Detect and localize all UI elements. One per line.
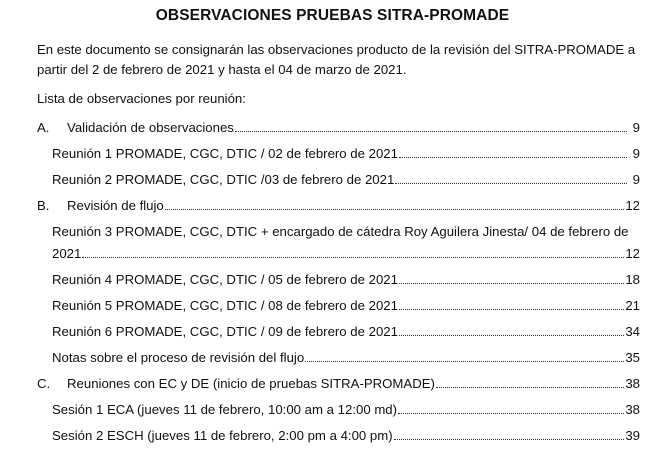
toc-page-number: 9 <box>632 146 640 161</box>
toc-entry-sesion-1[interactable] <box>37 402 640 428</box>
toc-section-a[interactable] <box>37 120 640 146</box>
toc-entry-text-continued: 2021 <box>52 246 82 261</box>
toc-leader <box>305 350 624 362</box>
toc-page-number: 39 <box>625 428 640 443</box>
toc-leader <box>82 246 624 258</box>
toc-leader <box>399 298 624 310</box>
toc-leader <box>165 198 625 210</box>
toc-section-letter: A. <box>37 120 50 135</box>
toc-section-b[interactable] <box>37 198 640 224</box>
toc-leader <box>398 402 624 414</box>
toc-entry-text: Reuniones con EC y DE (inicio de pruebas SITRA-PROMADE) <box>67 376 435 391</box>
toc-page-number: 18 <box>625 272 640 287</box>
toc-entry-reunion-2[interactable] <box>37 172 640 198</box>
toc-entry-text: Reunión 5 PROMADE, CGC, DTIC / 08 de febrero de 2021 <box>52 298 398 313</box>
toc-leader <box>436 376 624 388</box>
toc-page-number: 9 <box>632 120 640 135</box>
intro-paragraph: En este documento se consignarán las observaciones producto de la revisión del SITRA-PROMADE a partir del 2 de febrero de 2021 y hasta el 04 de marzo de 2021. <box>37 42 636 77</box>
toc-page-number: 12 <box>625 198 640 213</box>
toc-page-number: 9 <box>632 172 640 187</box>
toc-leader <box>235 120 627 132</box>
toc-entry-text: Reunión 4 PROMADE, CGC, DTIC / 05 de febrero de 2021 <box>52 272 398 287</box>
toc-entry-sesion-2[interactable] <box>37 428 640 454</box>
toc-entry-text: Reunión 6 PROMADE, CGC, DTIC / 09 de febrero de 2021 <box>52 324 398 339</box>
toc-section-letter: B. <box>37 198 50 213</box>
toc-entry-reunion-1[interactable] <box>37 146 640 172</box>
toc-page-number: 35 <box>625 350 640 365</box>
toc-leader <box>394 428 625 440</box>
toc-page-number: 12 <box>625 246 640 261</box>
toc-page-number: 34 <box>625 324 640 339</box>
toc-entry-text: Reunión 1 PROMADE, CGC, DTIC / 02 de febrero de 2021 <box>52 146 398 161</box>
list-heading: Lista de observaciones por reunión: <box>37 91 246 106</box>
toc-page-number: 38 <box>625 376 640 391</box>
toc-entry-text: Reunión 2 PROMADE, CGC, DTIC /03 de febrero de 2021 <box>52 172 395 187</box>
toc-entry-text: Validación de observaciones <box>67 120 234 135</box>
toc-page-number: 21 <box>625 298 640 313</box>
toc-leader <box>399 272 624 284</box>
document-title: OBSERVACIONES PRUEBAS SITRA-PROMADE <box>155 7 510 24</box>
toc-entry-reunion-6[interactable] <box>37 324 640 350</box>
toc-entry-text: Reunión 3 PROMADE, CGC, DTIC + encargado de cátedra Roy Aguilera Jinesta/ 04 de febrero de <box>52 224 629 239</box>
toc-section-letter: C. <box>37 376 51 391</box>
toc-entry-text: Revisión de flujo <box>67 198 164 213</box>
table-of-contents <box>37 120 640 454</box>
toc-entry-notas[interactable] <box>37 350 640 376</box>
toc-leader <box>399 324 624 336</box>
toc-entry-reunion-5[interactable] <box>37 298 640 324</box>
toc-leader <box>399 146 627 158</box>
toc-entry-reunion-4[interactable] <box>37 272 640 298</box>
toc-entry-text: Sesión 2 ESCH (jueves 11 de febrero, 2:00 pm a 4:00 pm) <box>52 428 393 443</box>
toc-leader <box>395 172 627 184</box>
toc-entry-reunion-3[interactable] <box>37 224 640 272</box>
toc-page-number: 38 <box>625 402 640 417</box>
toc-entry-text: Notas sobre el proceso de revisión del flujo <box>52 350 305 365</box>
toc-entry-text: Sesión 1 ECA (jueves 11 de febrero, 10:00 am a 12:00 md) <box>52 402 398 417</box>
toc-section-c[interactable] <box>37 376 640 402</box>
